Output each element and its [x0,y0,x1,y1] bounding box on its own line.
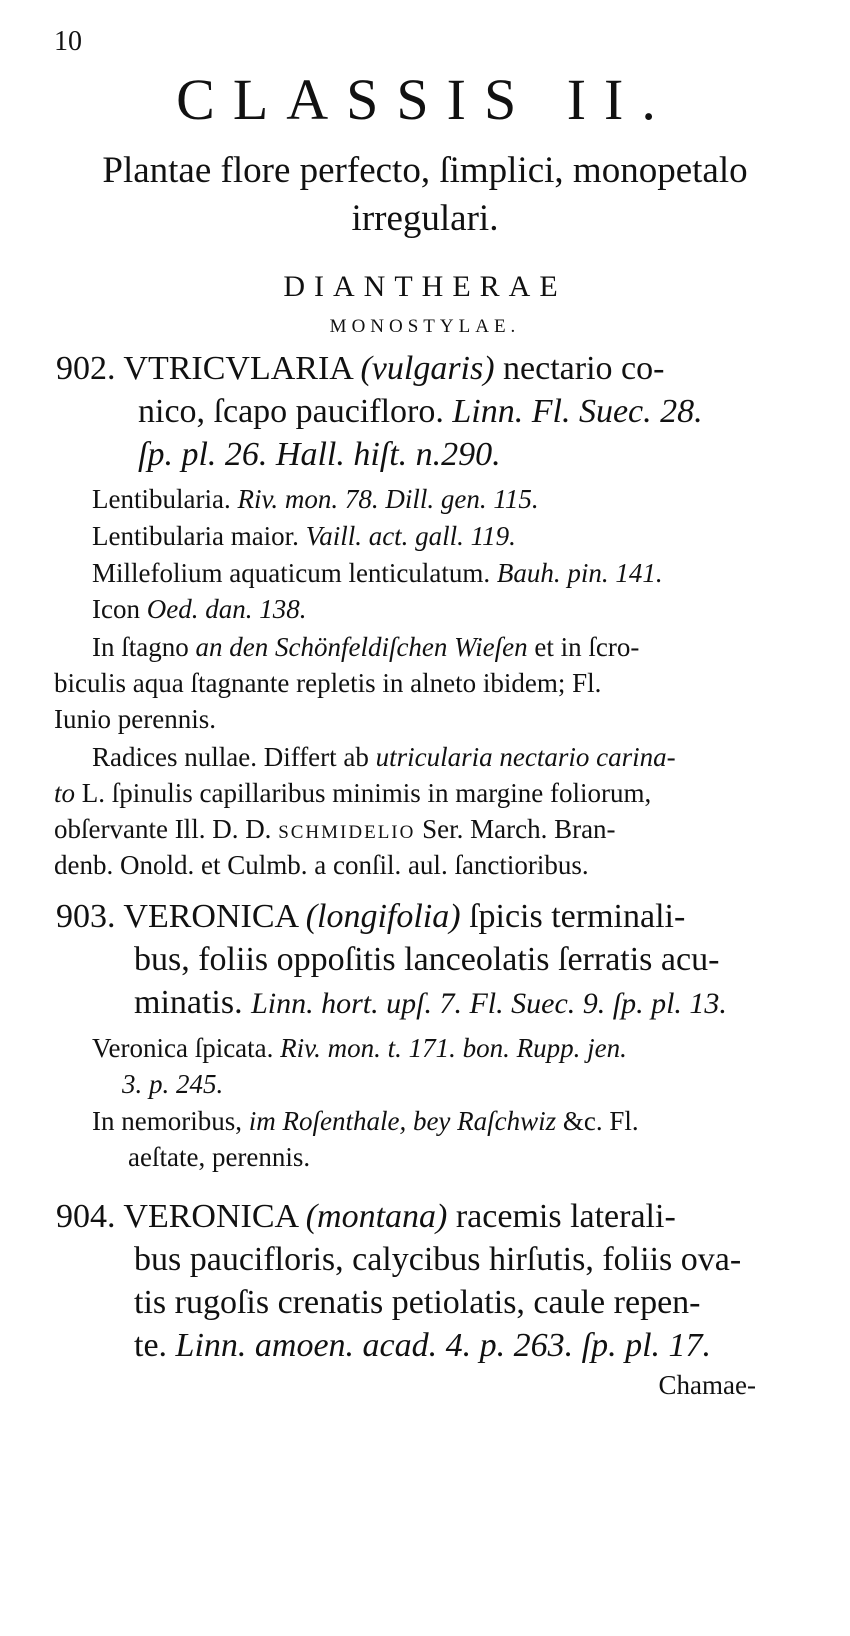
description-text: nico, ſcapo paucifloro. [138,393,444,430]
locality: an den Schönfeldiſchen Wieſen [195,632,528,662]
genus-name: VERONICA [123,1198,298,1235]
habitat-text: &c. Fl. [562,1106,639,1136]
synonym-line [92,521,516,552]
species-name: (longifolia) [305,898,461,935]
note-italic: utricularia nectario carina- [375,742,676,772]
citation: Linn. hort. upſ. 7. Fl. Suec. 9. ſp. pl. 13. [251,987,727,1020]
entry-number: 904. [56,1198,116,1235]
habitat-line [92,632,639,663]
note-italic: to [54,778,76,808]
habitat-text: In nemoribus, [92,1106,242,1136]
synonym-text: Millefolium aquaticum lenticulatum. [92,558,491,588]
synonym-line [92,484,539,515]
description-text: nectario co- [503,350,665,387]
species-name: (vulgaris) [360,350,495,387]
class-subtitle-line-1: Plantae flore perfecto, ſimplici, monopetalo [102,150,748,191]
description-line: tis rugoſis crenatis petiolatis, caule repen- [134,1284,701,1321]
synonym-text: Lentibularia. [92,484,231,514]
citation: Riv. mon. 78. Dill. gen. 115. [237,484,539,514]
habitat-line: Iunio perennis. [54,704,216,734]
habitat-line: biculis aqua ſtagnante repletis in alneto ibidem; Fl. [54,668,602,698]
genus-name: VTRICVLARIA [123,350,352,387]
entry-line [56,898,685,936]
citation: Riv. mon. t. 171. bon. Rupp. jen. [280,1033,627,1063]
description-text: te. [134,1327,168,1364]
synonym-text: Icon [92,594,140,624]
entry-number: 902. [56,350,116,387]
class-subtitle [50,147,800,243]
citation: 3. p. 245. [122,1069,224,1099]
citation: Linn. Fl. Suec. 28. [452,393,703,430]
citation: ſp. pl. 26. Hall. hiſt. n.290. [138,436,501,473]
citation: Oed. dan. 138. [146,594,307,624]
note-line: denb. Onold. et Culmb. a conſil. aul. ſanctioribus. [54,850,589,880]
suborder-title: MONOSTYLAE. [329,316,521,337]
note-line [92,742,676,773]
order-title: DIANTHERAE [283,270,567,303]
locality: im Roſenthale, bey Raſchwiz [248,1106,557,1136]
synonym-line [92,1033,627,1064]
note-text: Radices nullae. Differt ab [92,742,369,772]
note-text: L. ſpinulis capillaribus minimis in margine foliorum, [81,778,652,808]
person-name: SCHMIDELIO [278,822,416,843]
entry-line [138,393,703,431]
catchword: Chamae- [658,1370,756,1400]
citation: Linn. amoen. acad. 4. p. 263. ſp. pl. 17. [175,1327,712,1364]
class-title: CLASSIS II. [176,67,674,132]
note-line [54,778,651,809]
habitat-text: et in ſcro- [534,632,640,662]
entry-line [134,1327,711,1365]
page-number: 10 [54,26,82,57]
entry-number: 903. [56,898,116,935]
description-line: bus paucifloris, calycibus hirſutis, foliis ova- [134,1241,742,1278]
entry-line [56,350,664,388]
entry-line [56,1198,676,1236]
habitat-line: aeſtate, perennis. [128,1142,311,1172]
species-name: (montana) [305,1198,448,1235]
synonym-text: Lentibularia maior. [92,521,299,551]
synonym-text: Veronica ſpicata. [92,1033,274,1063]
entry-line [134,984,727,1022]
genus-name: VERONICA [123,898,298,935]
synonym-line [92,558,663,589]
description-line: bus, foliis oppoſitis lanceolatis ſerratis acu- [134,941,720,978]
citation: Vaill. act. gall. 119. [305,521,516,551]
citation: Bauh. pin. 141. [496,558,663,588]
synonym-line [92,594,306,625]
description-text: ſpicis terminali- [469,898,686,935]
description-text: racemis laterali- [455,1198,676,1235]
class-subtitle-line-2: irregulari. [351,198,499,239]
habitat-line [92,1106,639,1137]
note-text: Ser. March. Bran- [422,814,616,844]
habitat-text: In ſtagno [92,632,189,662]
note-text: obſervante Ill. D. D. [54,814,272,844]
note-line [54,814,616,845]
description-text: minatis. [134,984,243,1021]
